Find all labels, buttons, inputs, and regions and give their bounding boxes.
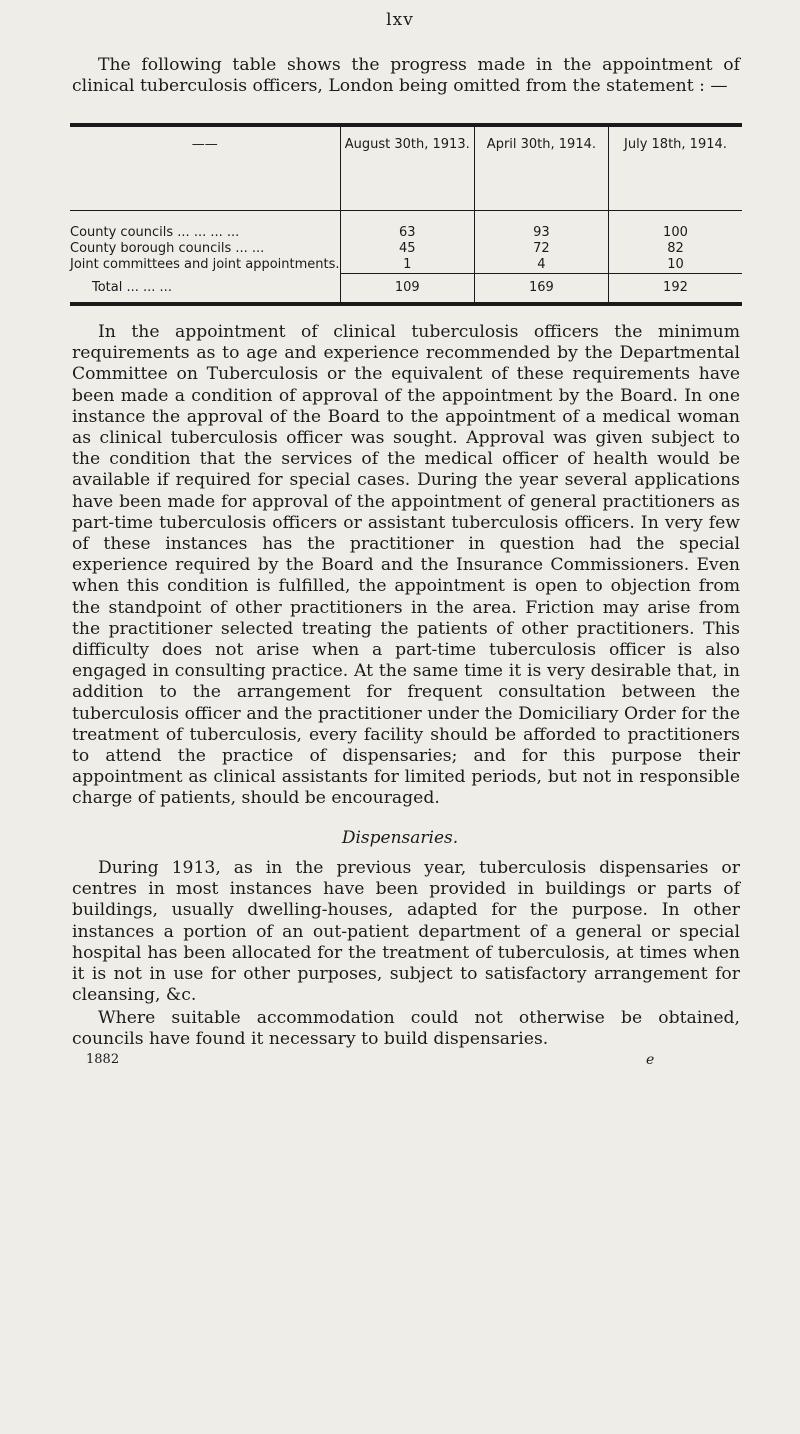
table-cell: 4 [474, 257, 608, 274]
total-label: Total ... ... ... [92, 279, 172, 295]
printer-signature: 1882 [86, 1052, 120, 1067]
table-cell: 93 [474, 211, 608, 242]
row-label: County councils ... ... ... ... [70, 225, 240, 240]
table-row [70, 257, 742, 274]
column-header-apr-1914: April 30th, 1914. [474, 127, 608, 211]
table-cell: 45 [340, 241, 474, 257]
page-number: lxv [386, 10, 414, 30]
table-bottom-rule [70, 302, 742, 306]
intro-paragraph: The following table shows the progress made in the appointment of clinical tuberculosis officers, London being omitted from the statement : — [72, 55, 740, 96]
column-header-jul-1914: July 18th, 1914. [608, 127, 742, 211]
table-cell: 72 [474, 241, 608, 257]
body-paragraph: During 1913, as in the previous year, tuberculosis dispensaries or centres in most instances have been provided in buildings or parts of buildings, usually dwelling-houses, adapted for the purpose. In other instances a portion of an out-patient department of a general or special hospital has been allocated for the treatment of tuberculosis, at times when it is not in use for other purposes, subject to satisfactory arrangement for cleansing, &c. [72, 858, 740, 1006]
appointments-table [70, 127, 742, 302]
row-label: Joint committees and joint appointments. [70, 257, 340, 272]
table-total-row [70, 274, 742, 303]
total-cell: 109 [340, 274, 474, 303]
total-cell: 169 [474, 274, 608, 303]
column-header-aug-1913: August 30th, 1913. [340, 127, 474, 211]
table-cell: 1 [340, 257, 474, 274]
total-cell: 192 [608, 274, 742, 303]
body-paragraph: In the appointment of clinical tuberculosis officers the minimum requirements as to age and experience recommended by the Departmental Committee on Tuberculosis or the equivalent of these requirements have been made a condition of approval of the appointment by the Board. In one instance the approval of the Board to the appointment of a medical woman as clinical tuberculosis officer was sought. Approval was given subject to the condition that the services of the medical officer of health would be available if required for special cases. During the year several applications have been made for approval of the appointment of general practitioners as part-time tuberculosis officers or assistant tuberculosis officers. In very few of these instances has the practitioner in question had the special experience required by the Board and the Insurance Commissioners. Even when this condition is fulfilled, the appointment is open to objection from the standpoint of other practitioners in the area. Friction may arise from the practitioner selected treating the patients of other practitioners. This difficulty does not arise when a part-time tuberculosis officer is also engaged in consulting practice. At the same time it is very desirable that, in addition to the arrangement for frequent consultation between the tuberculosis officer and the practitioner under the Domiciliary Order for the treatment of tuberculosis, every facility should be afforded to practitioners to attend the practice of dispensaries; and for this purpose their appointment as clinical assistants for limited periods, but not in responsible charge of patients, should be encouraged. [72, 322, 740, 809]
table-header-row [70, 127, 742, 211]
table-corner: —— [70, 127, 340, 211]
signature-mark: e [646, 1052, 655, 1068]
statistics-table [70, 123, 742, 306]
table-cell: 63 [340, 211, 474, 242]
table-cell: 10 [608, 257, 742, 274]
section-heading: Dispensaries. [341, 828, 459, 848]
body-paragraph: Where suitable accommodation could not otherwise be obtained, councils have found it necessary to build dispensaries. [72, 1008, 740, 1050]
table-row [70, 241, 742, 257]
table-cell: 82 [608, 241, 742, 257]
table-cell: 100 [608, 211, 742, 242]
table-row [70, 211, 742, 242]
row-label: County borough councils ... ... [70, 241, 265, 256]
